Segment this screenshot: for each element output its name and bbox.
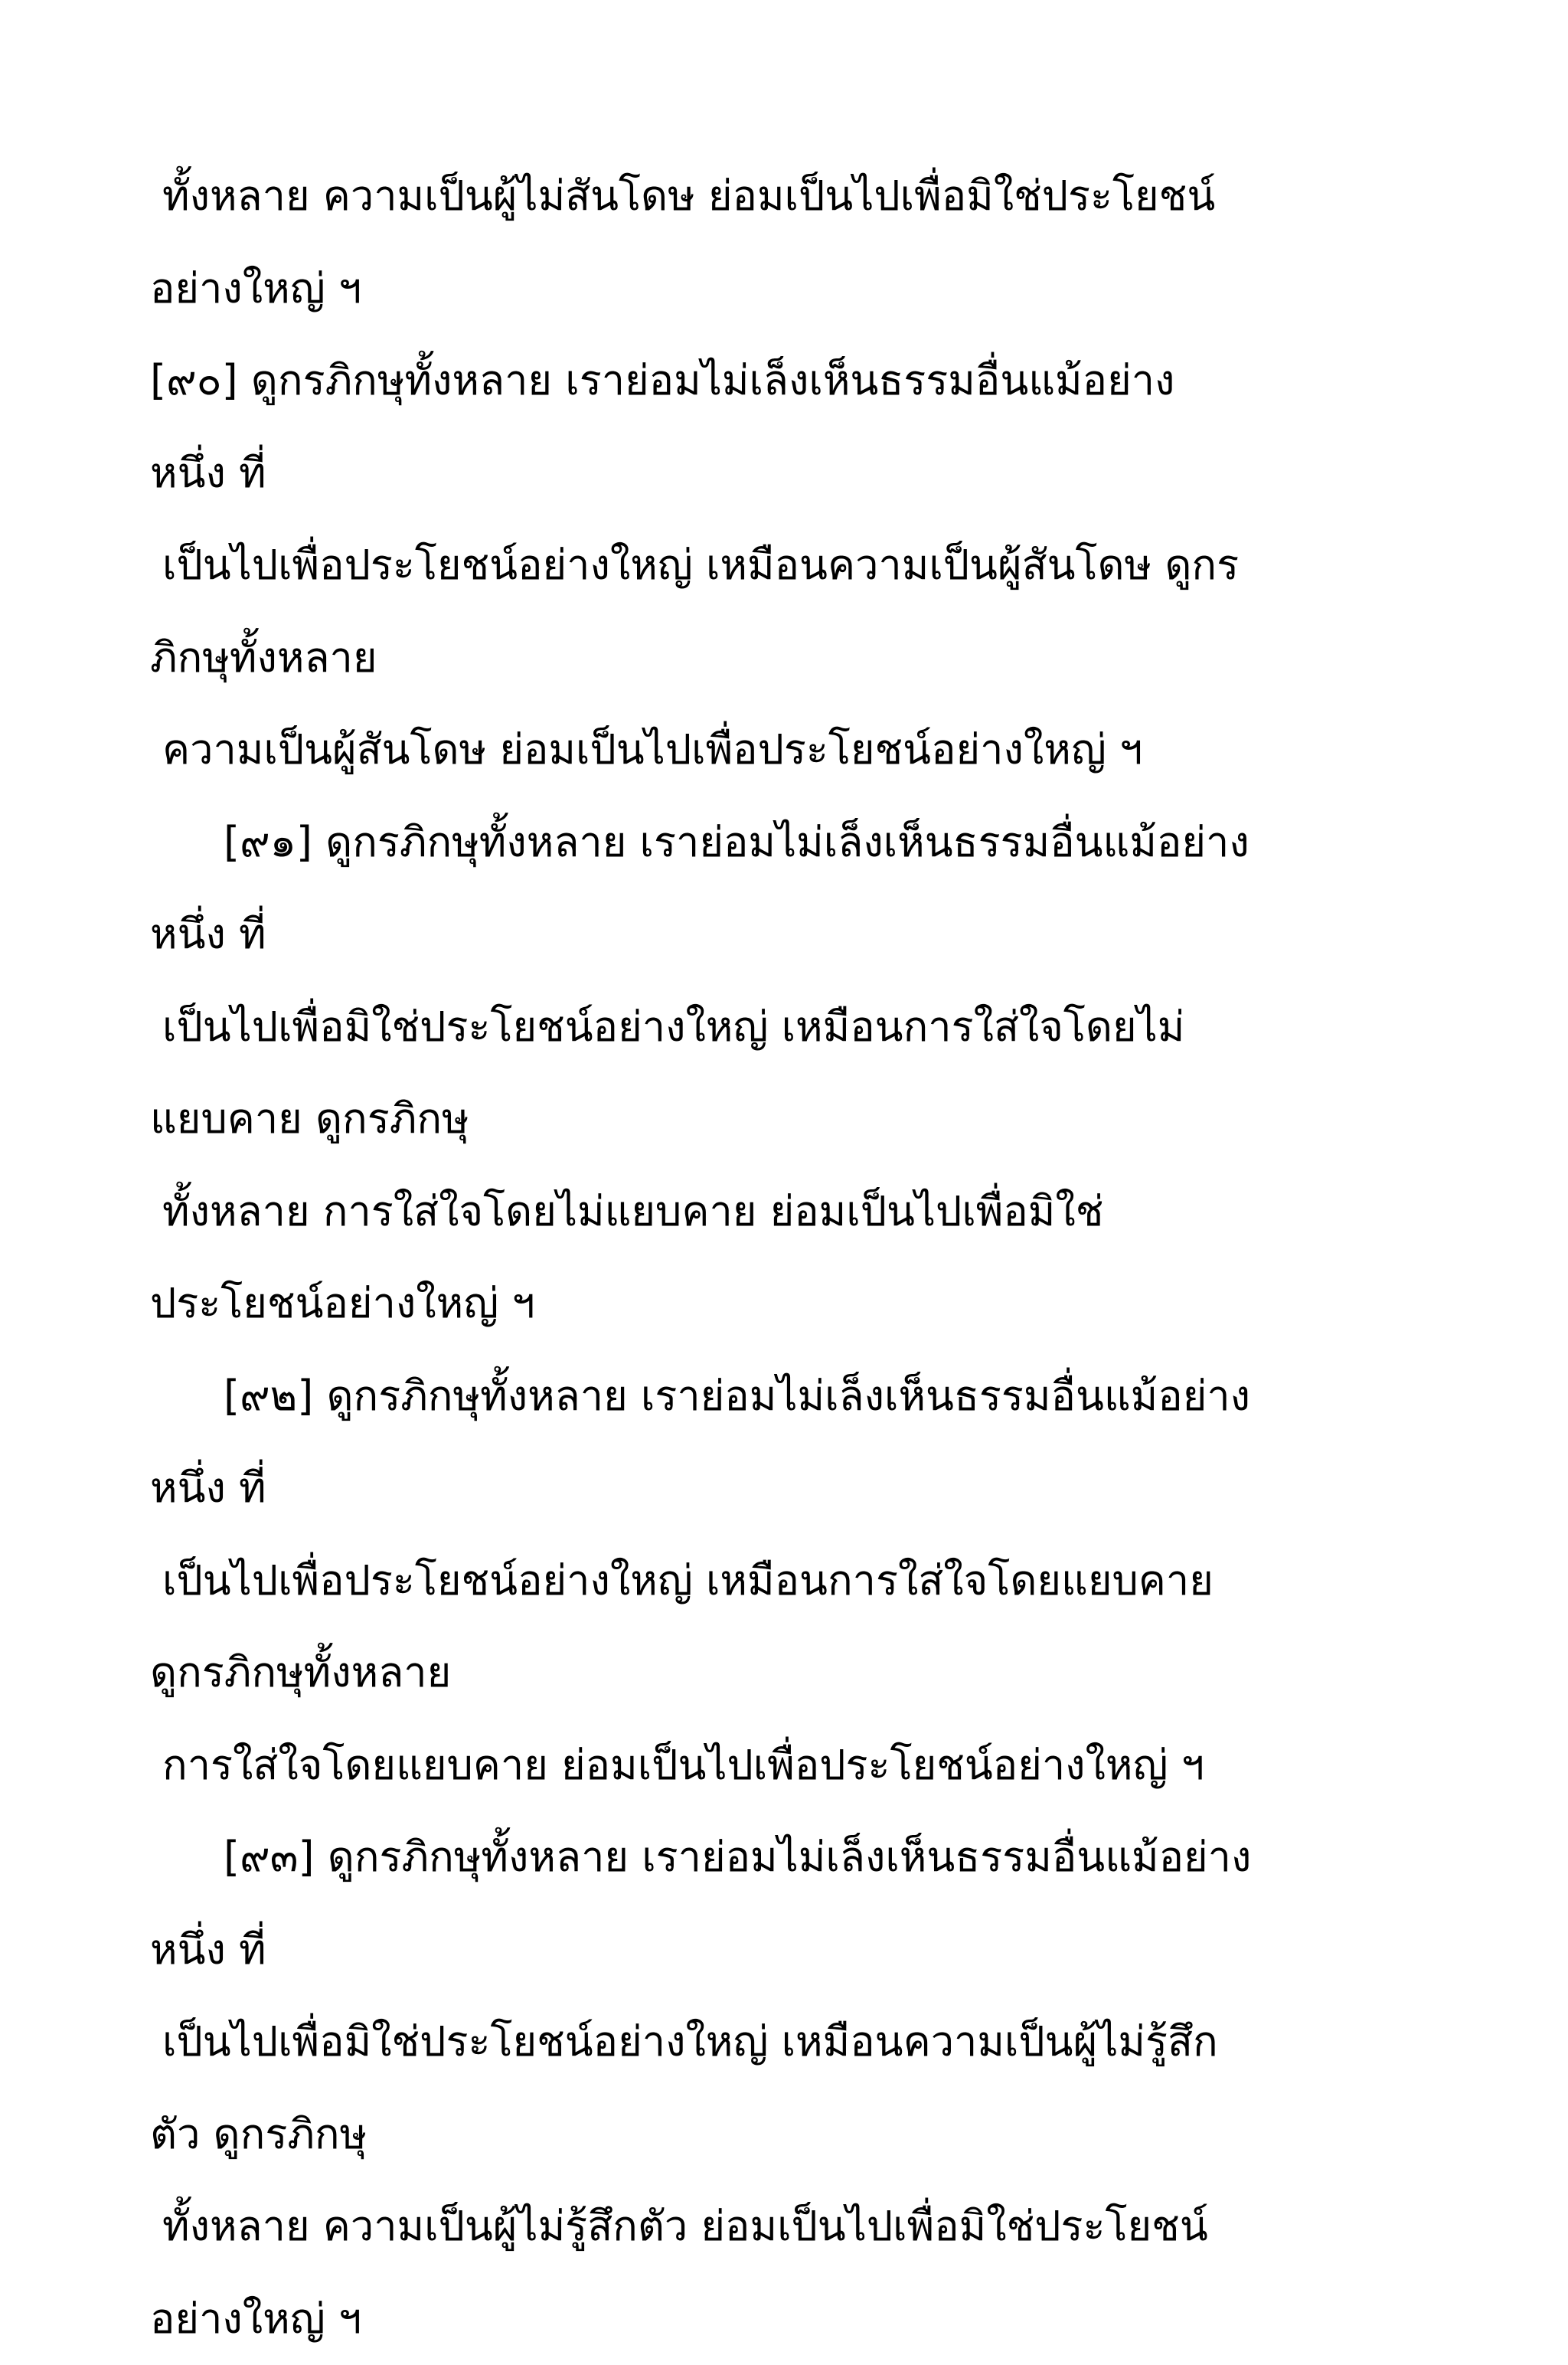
text-line: หนึ่ง ที่ xyxy=(150,888,1452,981)
text-line: การใส่ใจโดยแยบคาย ย่อมเป็นไปเพื่อประโยชน์อย่างใหญ่ ฯ xyxy=(150,1719,1452,1812)
text-line: ทั้งหลาย ความเป็นผู้ไม่สันโดษ ย่อมเป็นไปเพื่อมิใช่ประโยชน์ xyxy=(150,150,1452,243)
text-line: อย่างใหญ่ ฯ xyxy=(150,243,1452,335)
text-line: เป็นไปเพื่อมิใช่ประโยชน์อย่างใหญ่ เหมือนความเป็นผู้ไม่รู้สึก xyxy=(150,1996,1452,2089)
text-line: ทั้งหลาย การใส่ใจโดยไม่แยบคาย ย่อมเป็นไปเพื่อมิใช่ xyxy=(150,1166,1452,1258)
text-line: เป็นไปเพื่อประโยชน์อย่างใหญ่ เหมือนความเป็นผู้สันโดษ ดูกร xyxy=(150,519,1452,612)
text-line: ประโยชน์อย่างใหญ่ ฯ xyxy=(150,1258,1452,1350)
text-line: เป็นไปเพื่อประโยชน์อย่างใหญ่ เหมือนการใส่ใจโดยแยบคาย xyxy=(150,1535,1452,1627)
text-line: หนึ่ง ที่ xyxy=(150,1904,1452,1997)
text-line: ตัว ดูกรภิกษุ xyxy=(150,2089,1452,2181)
text-line: [๙๓] ดูกรภิกษุทั้งหลาย เราย่อมไม่เล็งเห็นธรรมอื่นแม้อย่าง xyxy=(150,1811,1452,1904)
text-line: อย่างใหญ่ ฯ xyxy=(150,2273,1452,2365)
text-line: [๙๑] ดูกรภิกษุทั้งหลาย เราย่อมไม่เล็งเห็นธรรมอื่นแม้อย่าง xyxy=(150,797,1452,889)
text-line: แยบคาย ดูกรภิกษุ xyxy=(150,1073,1452,1166)
text-line: [๙๒] ดูกรภิกษุทั้งหลาย เราย่อมไม่เล็งเห็นธรรมอื่นแม้อย่าง xyxy=(150,1350,1452,1443)
text-line: ภิกษุทั้งหลาย xyxy=(150,612,1452,705)
text-line: ทั้งหลาย ความเป็นผู้ไม่รู้สึกตัว ย่อมเป็นไปเพื่อมิใช่ประโยชน์ xyxy=(150,2180,1452,2273)
text-line: หนึ่ง ที่ xyxy=(150,427,1452,520)
text-line: หนึ่ง ที่ xyxy=(150,1442,1452,1535)
document-body xyxy=(150,150,1452,2365)
text-line: ความเป็นผู้สันโดษ ย่อมเป็นไปเพื่อประโยชน์อย่างใหญ่ ฯ xyxy=(150,704,1452,797)
text-line: [๙๐] ดูกรภิกษุทั้งหลาย เราย่อมไม่เล็งเห็นธรรมอื่นแม้อย่าง xyxy=(150,335,1452,427)
text-line: ดูกรภิกษุทั้งหลาย xyxy=(150,1627,1452,1719)
text-line: เป็นไปเพื่อมิใช่ประโยชน์อย่างใหญ่ เหมือนการใส่ใจโดยไม่ xyxy=(150,981,1452,1074)
